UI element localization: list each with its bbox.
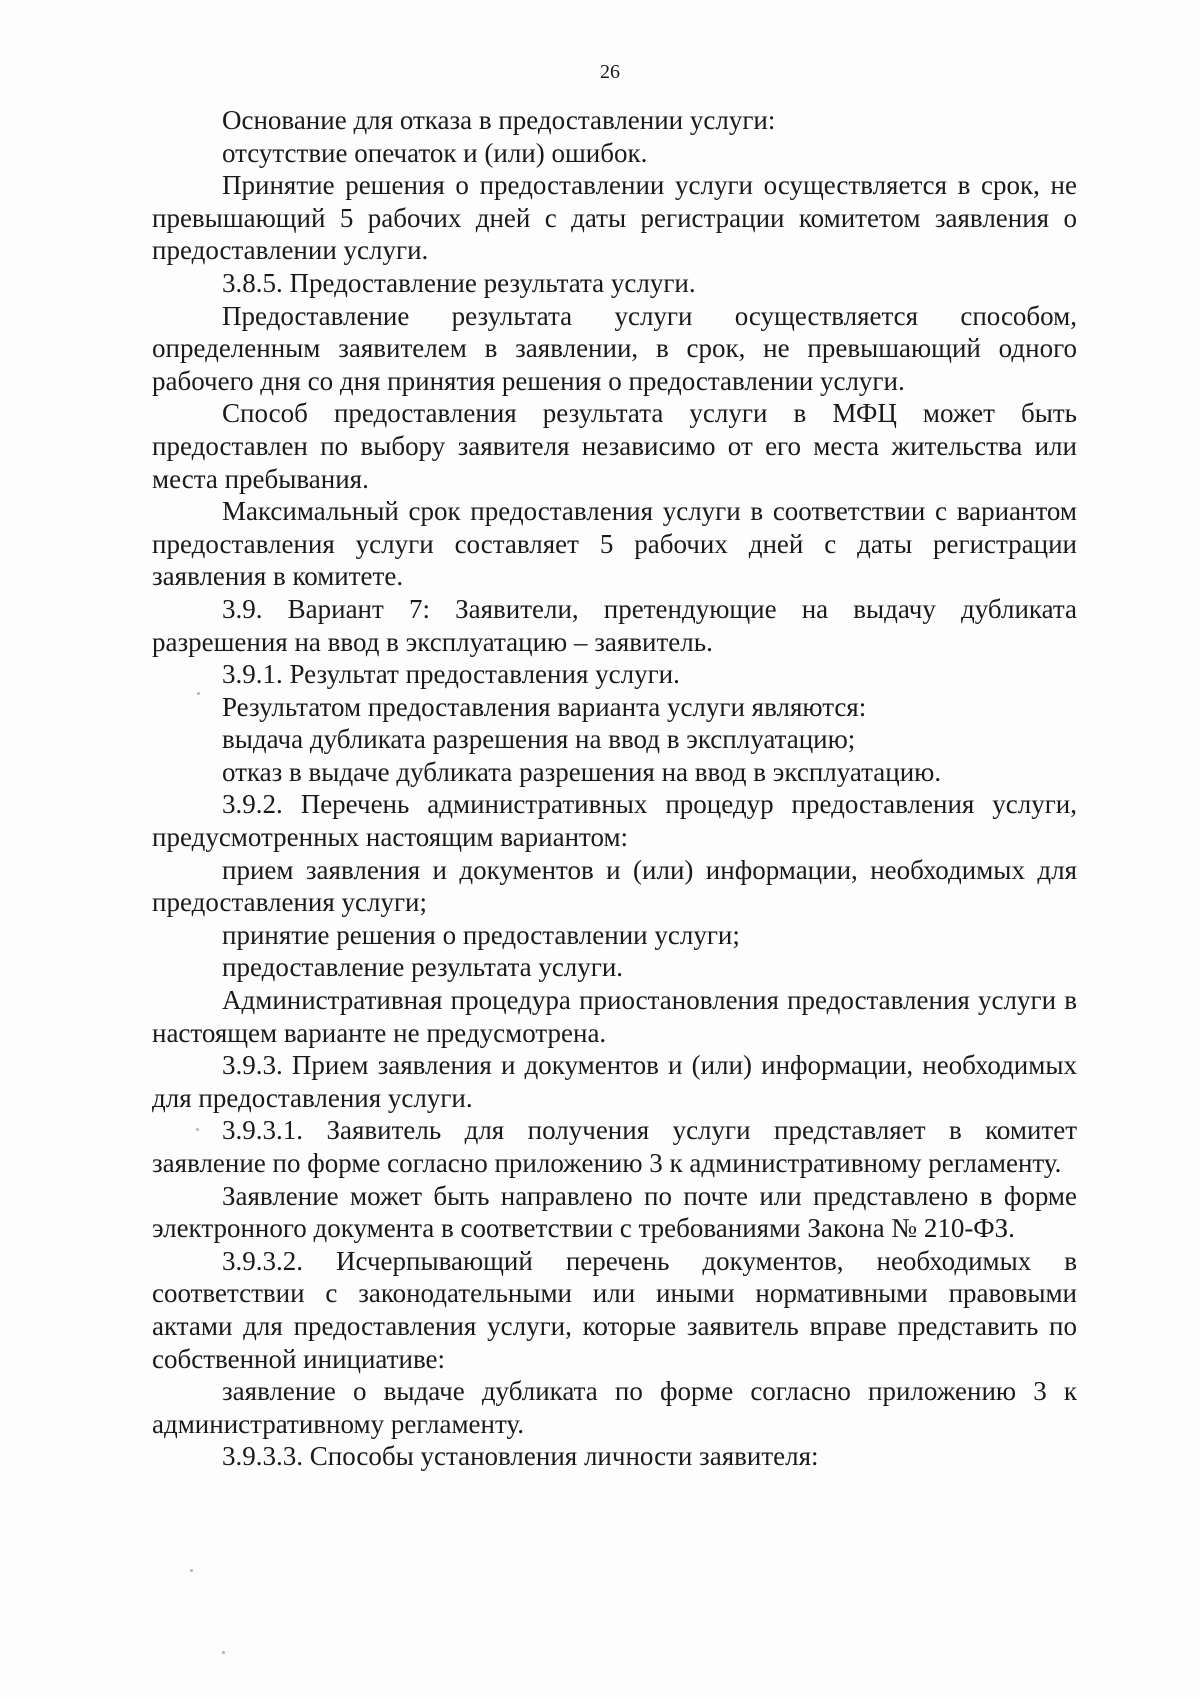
paragraph: Предоставление результата услуги осуществляется способом, определенным заявителем в заявлении, в срок, не превышающий одного рабочего дня со дня принятия решения о предоставлении услуги. [152, 300, 1077, 396]
paragraph: 3.8.5. Предоставление результата услуги. [222, 267, 696, 298]
paragraph: Способ предоставления результата услуги в МФЦ может быть предоставлен по выбору заявителя независимо от его места жительства или места пребывания. [152, 398, 1077, 494]
paragraph: отсутствие опечаток и (или) ошибок. [222, 137, 648, 168]
scan-speck [222, 1651, 225, 1654]
document-body [152, 104, 1077, 1473]
paragraph: 3.9.3.2. Исчерпывающий перечень документов, необходимых в соответствии с законодательными или иными нормативными правовыми актами для предоставления услуги, которые заявитель вправе представить по собственной инициативе: [152, 1245, 1077, 1374]
paragraph: Принятие решения о предоставлении услуги осуществляется в срок, не превышающий 5 рабочих дней с даты регистрации комитетом заявления о предоставлении услуги. [152, 170, 1077, 266]
paragraph: отказ в выдаче дубликата разрешения на ввод в эксплуатацию. [222, 756, 942, 787]
paragraph: 3.9. Вариант 7: Заявители, претендующие на выдачу дубликата разрешения на ввод в эксплуатацию – заявитель. [152, 593, 1077, 657]
paragraph: Максимальный срок предоставления услуги в соответствии с вариантом предоставления услуги составляет 5 рабочих дней с даты регистрации заявления в комитете. [152, 496, 1077, 592]
paragraph: 3.9.3.1. Заявитель для получения услуги представляет в комитет заявление по форме согласно приложению 3 к административному регламенту. [152, 1115, 1077, 1178]
paragraph: прием заявления и документов и (или) информации, необходимых для предоставления услуги; [152, 854, 1077, 918]
paragraph: 3.9.3.3. Способы установления личности заявителя: [222, 1441, 819, 1472]
paragraph: Административная процедура приостановления предоставления услуги в настоящем варианте не предусмотрена. [152, 985, 1077, 1048]
paragraph: заявление о выдаче дубликата по форме согласно приложению 3 к административному регламенту. [152, 1376, 1077, 1439]
paragraph: выдача дубликата разрешения на ввод в эксплуатацию; [222, 724, 856, 755]
scan-speck [197, 692, 200, 695]
scan-speck [190, 1569, 193, 1572]
paragraph: Заявление может быть направлено по почте или представлено в форме электронного документа в соответствии с требованиями Закона № 210-ФЗ. [152, 1180, 1077, 1244]
paragraph: принятие решения о предоставлении услуги; [222, 919, 740, 950]
paragraph: 3.9.3. Прием заявления и документов и (или) информации, необходимых для предоставления услуги. [152, 1050, 1077, 1113]
paragraph: 3.9.1. Результат предоставления услуги. [222, 659, 680, 690]
paragraph: предоставление результата услуги. [222, 952, 624, 983]
page-number: 26 [600, 61, 620, 83]
paragraph: Основание для отказа в предоставлении услуги: [222, 105, 776, 135]
paragraph: 3.9.2. Перечень административных процедур предоставления услуги, предусмотренных настоящим вариантом: [152, 789, 1077, 853]
paragraph: Результатом предоставления варианта услуги являются: [222, 691, 867, 722]
scan-speck [196, 1128, 199, 1131]
